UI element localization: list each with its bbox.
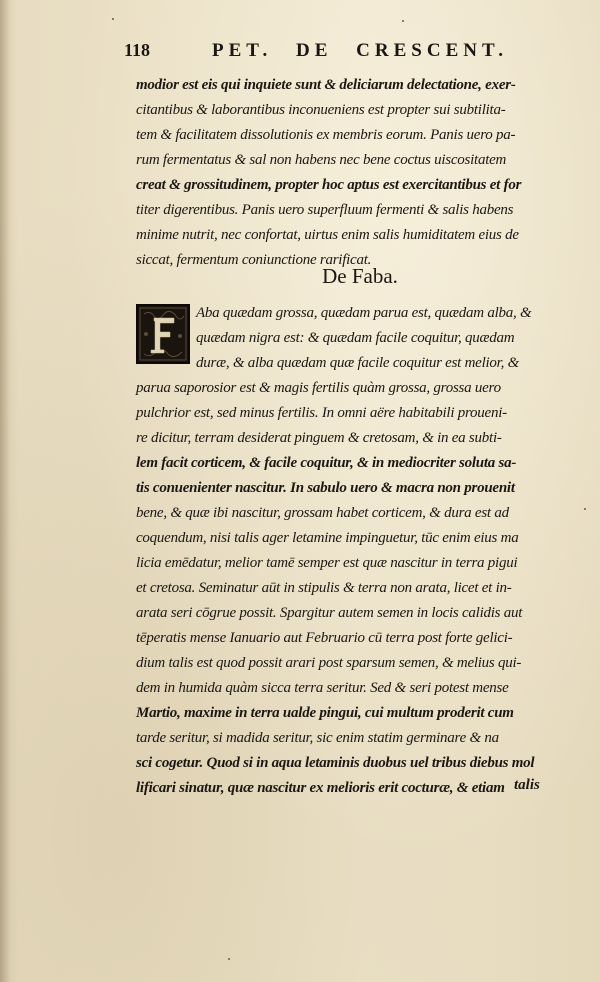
text-line: modior est eis qui inquiete sunt & deliciarum delectatione, exer- [136, 77, 516, 93]
text-line: lem facit corticem, & facile coquitur, & in mediocriter soluta sa- [136, 455, 517, 471]
catchword: talis [514, 777, 540, 793]
drop-cap-letter [138, 362, 139, 363]
section-title: De Faba. [322, 264, 398, 288]
page-edge-shadow [0, 0, 10, 982]
text-line: duræ, & alba quædam quæ facile coquitur est melior, & [196, 355, 519, 371]
paragraph-bread [136, 73, 584, 273]
text-line: dium talis est quod possit arari post sparsum semen, & melius qui- [136, 655, 522, 671]
text-line: titer digerentibus. Panis uero superfluum fermenti & salis habens [136, 202, 514, 218]
text-line: creat & grossitudinem, propter hoc aptus est exercitantibus et for [136, 177, 522, 193]
text-line: tis conuenienter nascitur. In sabulo uero & macra non prouenit [136, 480, 515, 496]
paper-speck [402, 20, 404, 22]
text-line: Martio, maxime in terra ualde pingui, cui multum proderit cum [136, 705, 514, 721]
text-line: rum fermentatus & sal non habens nec bene coctus uiscositatem [136, 152, 507, 168]
text-line: citantibus & laborantibus inconueniens est propter sui subtilita- [136, 102, 506, 118]
text-line: sci cogetur. Quod si in aqua letaminis duobus uel tribus diebus mol [136, 755, 535, 771]
page-header [124, 40, 524, 64]
section-de-faba [136, 301, 584, 801]
drop-cap-initial [136, 304, 190, 364]
ornamental-initial-icon [138, 306, 188, 362]
text-line: licia emēdatur, melior tamē semper est quæ nascitur in terra pigui [136, 555, 518, 571]
text-line: arata seri cōgrue possit. Spargitur autem semen in locis calidis aut [136, 605, 523, 621]
paper-speck [112, 18, 114, 20]
text-line: dem in humida quàm sicca terra seritur. Sed & seri potest mense [136, 680, 509, 696]
text-line: lificari sinatur, quæ nascitur ex melioris erit cocturæ, & etiam [136, 780, 505, 796]
text-line: parua saporosior est & magis fertilis quàm grossa, grossa uero [136, 380, 501, 396]
text-line: tarde seritur, si madida seritur, sic enim statim germinare & na [136, 730, 499, 746]
text-line: coquendum, nisi talis ager letamine impinguetur, tūc enim eius ma [136, 530, 519, 546]
text-line: pulchrior est, sed minus fertilis. In omni aëre habitabili proueni- [136, 405, 507, 421]
text-block [136, 73, 584, 796]
text-line: et cretosa. Seminatur aūt in stipulis & terra non arata, licet et in- [136, 580, 512, 596]
text-line: quædam nigra est: & quædam facile coquitur, quædam [196, 330, 515, 346]
text-line: minime nutrit, nec confortat, uirtus enim salis humiditatem eius de [136, 227, 519, 243]
text-line: tēperatis mense Ianuario aut Februario cū terra post forte gelici- [136, 630, 513, 646]
running-head: PET. DE CRESCENT. [212, 40, 508, 61]
text-line: siccat, fermentum coniunctione rarificat. [136, 252, 372, 268]
text-line: tem & facilitatem dissolutionis ex membris eorum. Panis uero pa- [136, 127, 516, 143]
text-line: Aba quædam grossa, quædam parua est, quædam alba, & [196, 305, 532, 321]
text-line: bene, & quæ ibi nascitur, grossam habet corticem, & dura est ad [136, 505, 509, 521]
paper-speck [584, 508, 586, 510]
paper-speck [228, 958, 230, 960]
text-line: re dicitur, terram desiderat pinguem & cretosam, & in ea subti- [136, 430, 502, 446]
folio-number: 118 [124, 40, 151, 60]
